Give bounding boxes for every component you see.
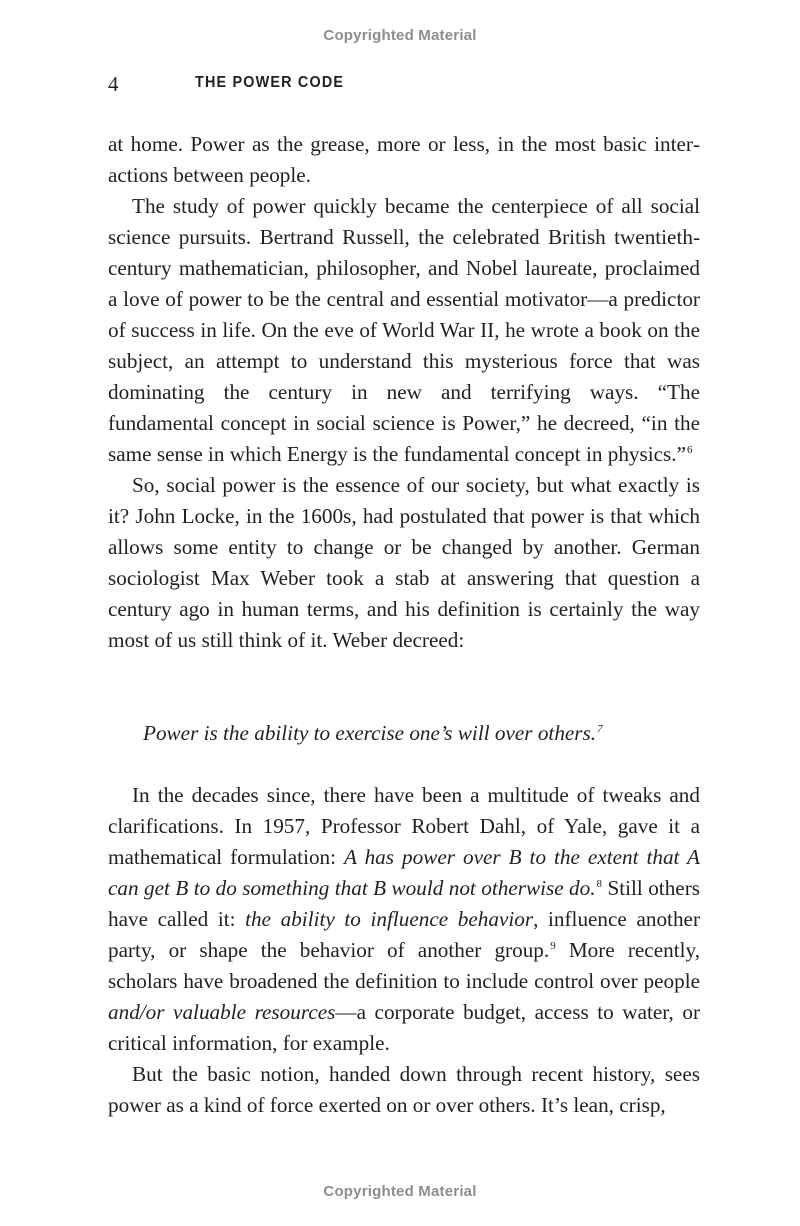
body-text-upper [108,129,700,656]
body-text-lower [108,780,700,1121]
paragraph-4-text-e: , influence another party, or shape the behavior of another group. [108,907,700,962]
paragraph-4-influence-phrase: the ability to influence behavior [245,907,534,931]
paragraph-5: But the basic notion, handed down through recent history, sees power as a kind of force exerted on or over others. It’s lean, crisp, [108,1062,700,1117]
book-title: THE POWER CODE [195,74,345,91]
block-quote [143,718,703,749]
paragraph-4-text-f: More recently, scholars have broadened the definition to include control over people [108,938,700,993]
page-number: 4 [108,72,119,96]
copyright-watermark-bottom: Copyrighted Material [323,1183,477,1200]
paragraph-4-resources-phrase: and/​or valuable resources [108,1000,336,1024]
paragraph-4 [108,780,700,1059]
footnote-ref-7: 7 [597,723,603,735]
block-quote-text: Power is the ability to exercise one’s will over others. [143,721,597,745]
footnote-ref-6: 6 [687,444,693,456]
paragraph-1: at home. Power as the grease, more or less, in the most basic interactions between people. [108,132,700,187]
footnote-ref-9: 9 [550,940,556,952]
paragraph-2 [108,191,700,470]
paragraph-4-dahl-definition: A has power over B to the extent that A can get B to do something that B would not otherwise do. [108,845,700,900]
paragraph-2-text: The study of power quickly became the centerpiece of all social science pursuits. Bertrand Russell, the celebrated British twentieth-century mathematician, philosopher, and Nobel laureate, proclaimed a love of power to be the central and essential motivator—a predictor of success in life. On the eve of World War II, he wrote a book on the subject, an attempt to understand this mysterious force that was dominating the century in new and terrifying ways. “The fundamental concept in social science is Power,” he decreed, “in the same sense in which Energy is the fundamental concept in physics.” [108,194,700,466]
footnote-ref-8: 8 [596,878,603,890]
running-head [108,72,708,96]
paragraph-4-text-h: —a corporate budget, access to water, or critical information, for example. [108,1000,700,1055]
paragraph-4-text-c: Still others have called it: [108,876,700,931]
paragraph-3: So, social power is the essence of our society, but what exactly is it? John Locke, in the 1600s, had postulated that power is that which allows some entity to change or be changed by another. German sociologist Max Weber took a stab at answering that question a century ago in human terms, and his definition is certainly the way most of us still think of it. Weber decreed: [108,473,700,652]
copyright-watermark-top: Copyrighted Material [323,27,477,44]
paragraph-4-text-a: In the decades since, there have been a multitude of tweaks and clarifications. In 1957, Professor Robert Dahl, of Yale, gave it a mathematical formulation: [108,783,700,869]
